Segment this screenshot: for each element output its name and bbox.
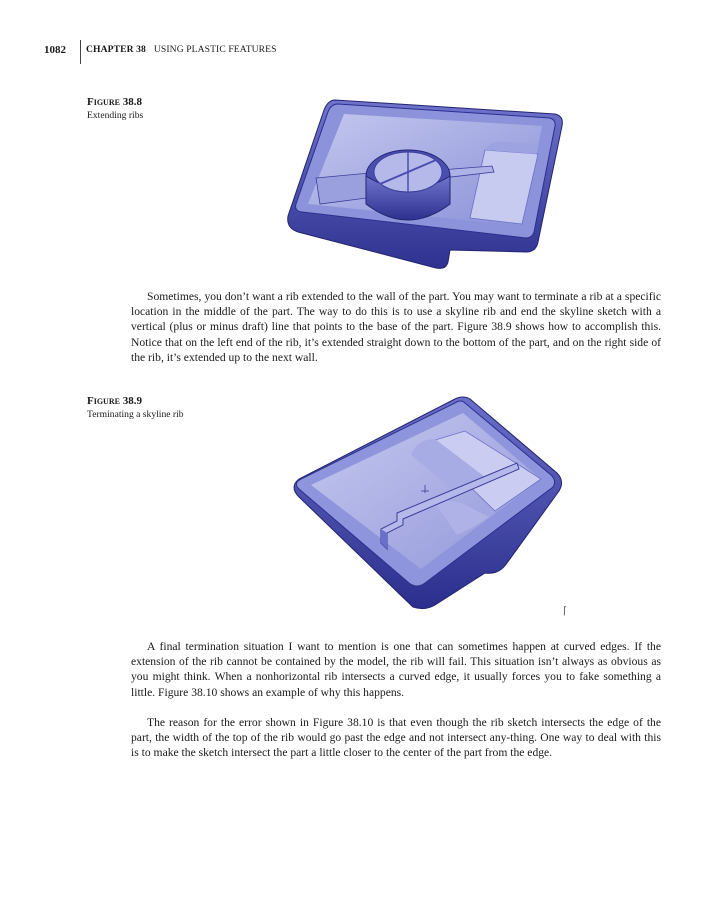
running-header: [44, 40, 277, 64]
figure-38-9-image: [285, 393, 575, 618]
paragraph-2: A final termination situation I want to mention is one that can sometimes happen at curved edges. If the extension of the rib cannot be contained by the model, the rib will fail. This situation isn’t always as obvious as you might think. When a nonhorizontal rib intersects a curved edge, it usually forces you to fake something a little. Figure 38.10 shows an example of why this happens.: [131, 640, 661, 699]
figure-caption-text: Terminating a skyline rib: [87, 409, 184, 420]
paragraph-1: Sometimes, you don’t want a rib extended to the wall of the part. You may want to terminate a rib at a specific location in the middle of the part. The way to do this is to use a skyline rib and end the skyline sketch with a vertical (plus or minus draft) line that points to the base of the part. Figure 38.9 shows how to accomplish this. Notice that on the left end of the rib, it’s extended straight down to the bottom of the part, and on the right side of the rib, it’s extended up to the next wall.: [131, 290, 661, 364]
chapter-label: CHAPTER 38: [86, 44, 146, 55]
header-divider: [80, 40, 81, 64]
paragraph-3: The reason for the error shown in Figure 38.10 is that even though the rib sketch intersects the edge of the part, the width of the top of the rib would go past the edge and not intersect any-thing. One way to deal with this is to make the sketch intersect the part a little closer to the center of the part from the edge.: [131, 716, 661, 760]
cursor-mark-icon: ⌈: [563, 606, 567, 617]
figure-label: Figure 38.8: [87, 96, 142, 108]
chapter-heading: [86, 40, 277, 57]
page-number: 1082: [44, 44, 66, 56]
figure-38-8-caption: [87, 95, 143, 123]
figure-38-9-caption: [87, 394, 184, 422]
figure-label: Figure 38.9: [87, 395, 142, 407]
figure-38-8-image: [280, 92, 570, 272]
chapter-title: USING PLASTIC FEATURES: [153, 44, 277, 55]
figure-caption-text: Extending ribs: [87, 110, 144, 121]
